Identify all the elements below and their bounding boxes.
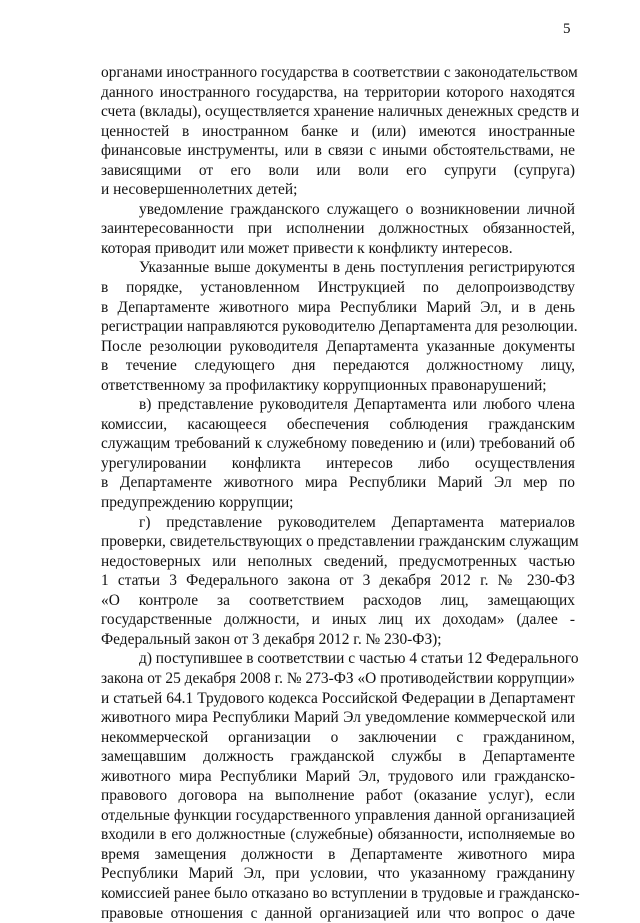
text-line: г) представление руководителем Департамента материалов: [139, 513, 575, 531]
text-line: ценностей в иностранном банке и (или) имеются иностранные: [101, 122, 575, 140]
text-line: д) поступившее в соответствии с частью 4 статьи 12 Федерального: [139, 650, 579, 668]
text-line: отдельные функции государственного управления данной организацией: [101, 806, 575, 824]
text-line: правового договора на выполнение работ (оказание услуг), если: [101, 787, 575, 805]
text-line: ответственному за профилактику коррупционных правонарушений;: [101, 376, 547, 394]
text-line: которая приводит или может привести к конфликту интересов.: [101, 239, 513, 257]
text-line: регистрации направляются руководителю Департамента для резолюции.: [101, 318, 578, 336]
text-line: Указанные выше документы в день поступления регистрируются: [139, 259, 575, 277]
text-line: 1 статьи 3 Федерального закона от 3 декабря 2012 г. № 230-ФЗ: [101, 572, 575, 590]
text-line: «О контроле за соответствием расходов лиц, замещающих: [101, 591, 575, 609]
text-line: уведомление гражданского служащего о возникновении личной: [139, 200, 575, 218]
text-line: в) представление руководителя Департамента или любого члена: [139, 396, 575, 414]
text-line: входили в его должностные (служебные) обязанности, исполняемые во: [101, 826, 575, 844]
text-line: урегулировании конфликта интересов либо осуществления: [101, 454, 575, 472]
text-line: предупреждению коррупции;: [101, 494, 294, 512]
text-line: зависящими от его воли или воли его супруги (супруга): [101, 161, 575, 179]
text-line: служащим требований к служебному поведению и (или) требований об: [101, 435, 575, 453]
text-line: в порядке, установленном Инструкцией по делопроизводству: [101, 279, 575, 297]
text-line: закона от 25 декабря 2008 г. № 273-ФЗ «О противодействии коррупции»: [101, 669, 575, 687]
text-line: в Департаменте животного мира Республики Марий Эл, и в день: [101, 298, 575, 316]
text-line: комиссией ранее было отказано во вступлении в трудовые и гражданско-: [101, 884, 580, 902]
text-line: Республики Марий Эл, при условии, что указанному гражданину: [101, 865, 575, 883]
document-body: [101, 63, 580, 923]
text-line: и статьей 64.1 Трудового кодекса Российской Федерации в Департамент: [101, 689, 575, 707]
text-line: После резолюции руководителя Департамента указанные документы: [101, 337, 575, 355]
text-line: проверки, свидетельствующих о представлении гражданским служащим: [101, 533, 579, 551]
text-line: и несовершеннолетних детей;: [101, 181, 298, 199]
text-line: комиссии, касающееся обеспечения соблюдения гражданским: [101, 415, 575, 433]
text-line: в Департаменте животного мира Республики Марий Эл мер по: [101, 474, 575, 492]
text-line: государственные должности, и иных лиц их доходам» (далее -: [101, 611, 575, 629]
text-line: счета (вклады), осуществляется хранение наличных денежных средств и: [101, 103, 580, 121]
text-line: данного иностранного государства, на территории которого находятся: [101, 83, 575, 101]
text-line: животного мира Республики Марий Эл уведомление коммерческой или: [101, 709, 575, 727]
text-line: финансовые инструменты, или в связи с иными обстоятельствами, не: [101, 142, 575, 160]
text-line: в течение следующего дня передаются должностному лицу,: [101, 357, 575, 375]
page-number: 5: [563, 21, 571, 37]
text-line: некоммерческой организации о заключении с гражданином,: [101, 728, 575, 746]
text-line: заинтересованности при исполнении должностных обязанностей,: [101, 220, 575, 238]
text-line: животного мира Республики Марий Эл, трудового или гражданско-: [101, 767, 575, 785]
text-line: органами иностранного государства в соответствии с законодательством: [101, 64, 578, 81]
text-line: замещавшим должность гражданской службы в Департаменте: [101, 748, 575, 766]
text-line: время замещения должности в Департаменте животного мира: [101, 845, 575, 863]
text-line: правовые отношения с данной организацией или что вопрос о даче: [101, 904, 575, 922]
text-line: Федеральный закон от 3 декабря 2012 г. № 230-ФЗ);: [101, 630, 442, 648]
text-line: недостоверных или неполных сведений, предусмотренных частью: [101, 552, 575, 570]
